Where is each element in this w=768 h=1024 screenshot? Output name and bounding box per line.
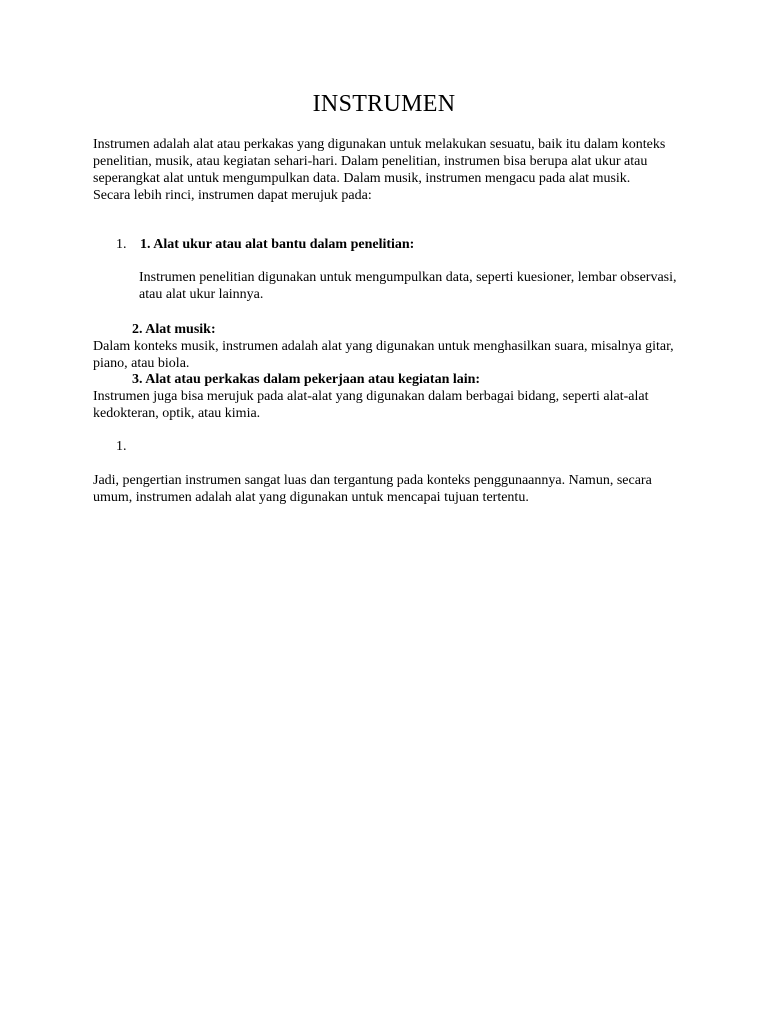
- section-3-heading: 3. Alat atau perkakas dalam pekerjaan atau kegiatan lain:: [132, 372, 481, 387]
- section-3-body: Instrumen juga bisa merujuk pada alat-alat yang digunakan dalam berbagai bidang, seperti alat-alat kedokteran, optik, atau kimia.: [93, 389, 649, 421]
- section-2-heading: 2. Alat musik:: [132, 322, 216, 337]
- list-item-1-heading: 1. Alat ukur atau alat bantu dalam penelitian:: [140, 237, 415, 252]
- intro-lead: Secara lebih rinci, instrumen dapat merujuk pada:: [93, 188, 372, 203]
- section-2-body: Dalam konteks musik, instrumen adalah alat yang digunakan untuk menghasilkan suara, misalnya gitar, piano, atau biola.: [93, 339, 674, 371]
- empty-list-item: 1.: [116, 439, 127, 454]
- page-title: INSTRUMEN: [312, 91, 456, 117]
- list-item-1-number: 1.: [116, 237, 127, 252]
- list-item-1-body: Instrumen penelitian digunakan untuk mengumpulkan data, seperti kuesioner, lembar observasi, atau alat ukur lainnya.: [139, 270, 677, 302]
- intro-block: [93, 136, 683, 204]
- list-item-1: [116, 236, 676, 253]
- conclusion-paragraph: Jadi, pengertian instrumen sangat luas dan tergantung pada konteks penggunaannya. Namun, secara umum, instrumen adalah alat yang digunakan untuk mencapai tujuan tertentu.: [93, 473, 652, 505]
- intro-paragraph: Instrumen adalah alat atau perkakas yang digunakan untuk melakukan sesuatu, baik itu dalam konteks penelitian, musik, atau kegiatan sehari-hari. Dalam penelitian, instrumen bisa berupa alat ukur atau seperangkat alat untuk mengumpulkan data. Dalam musik, instrumen mengacu pada alat musik.: [93, 137, 666, 186]
